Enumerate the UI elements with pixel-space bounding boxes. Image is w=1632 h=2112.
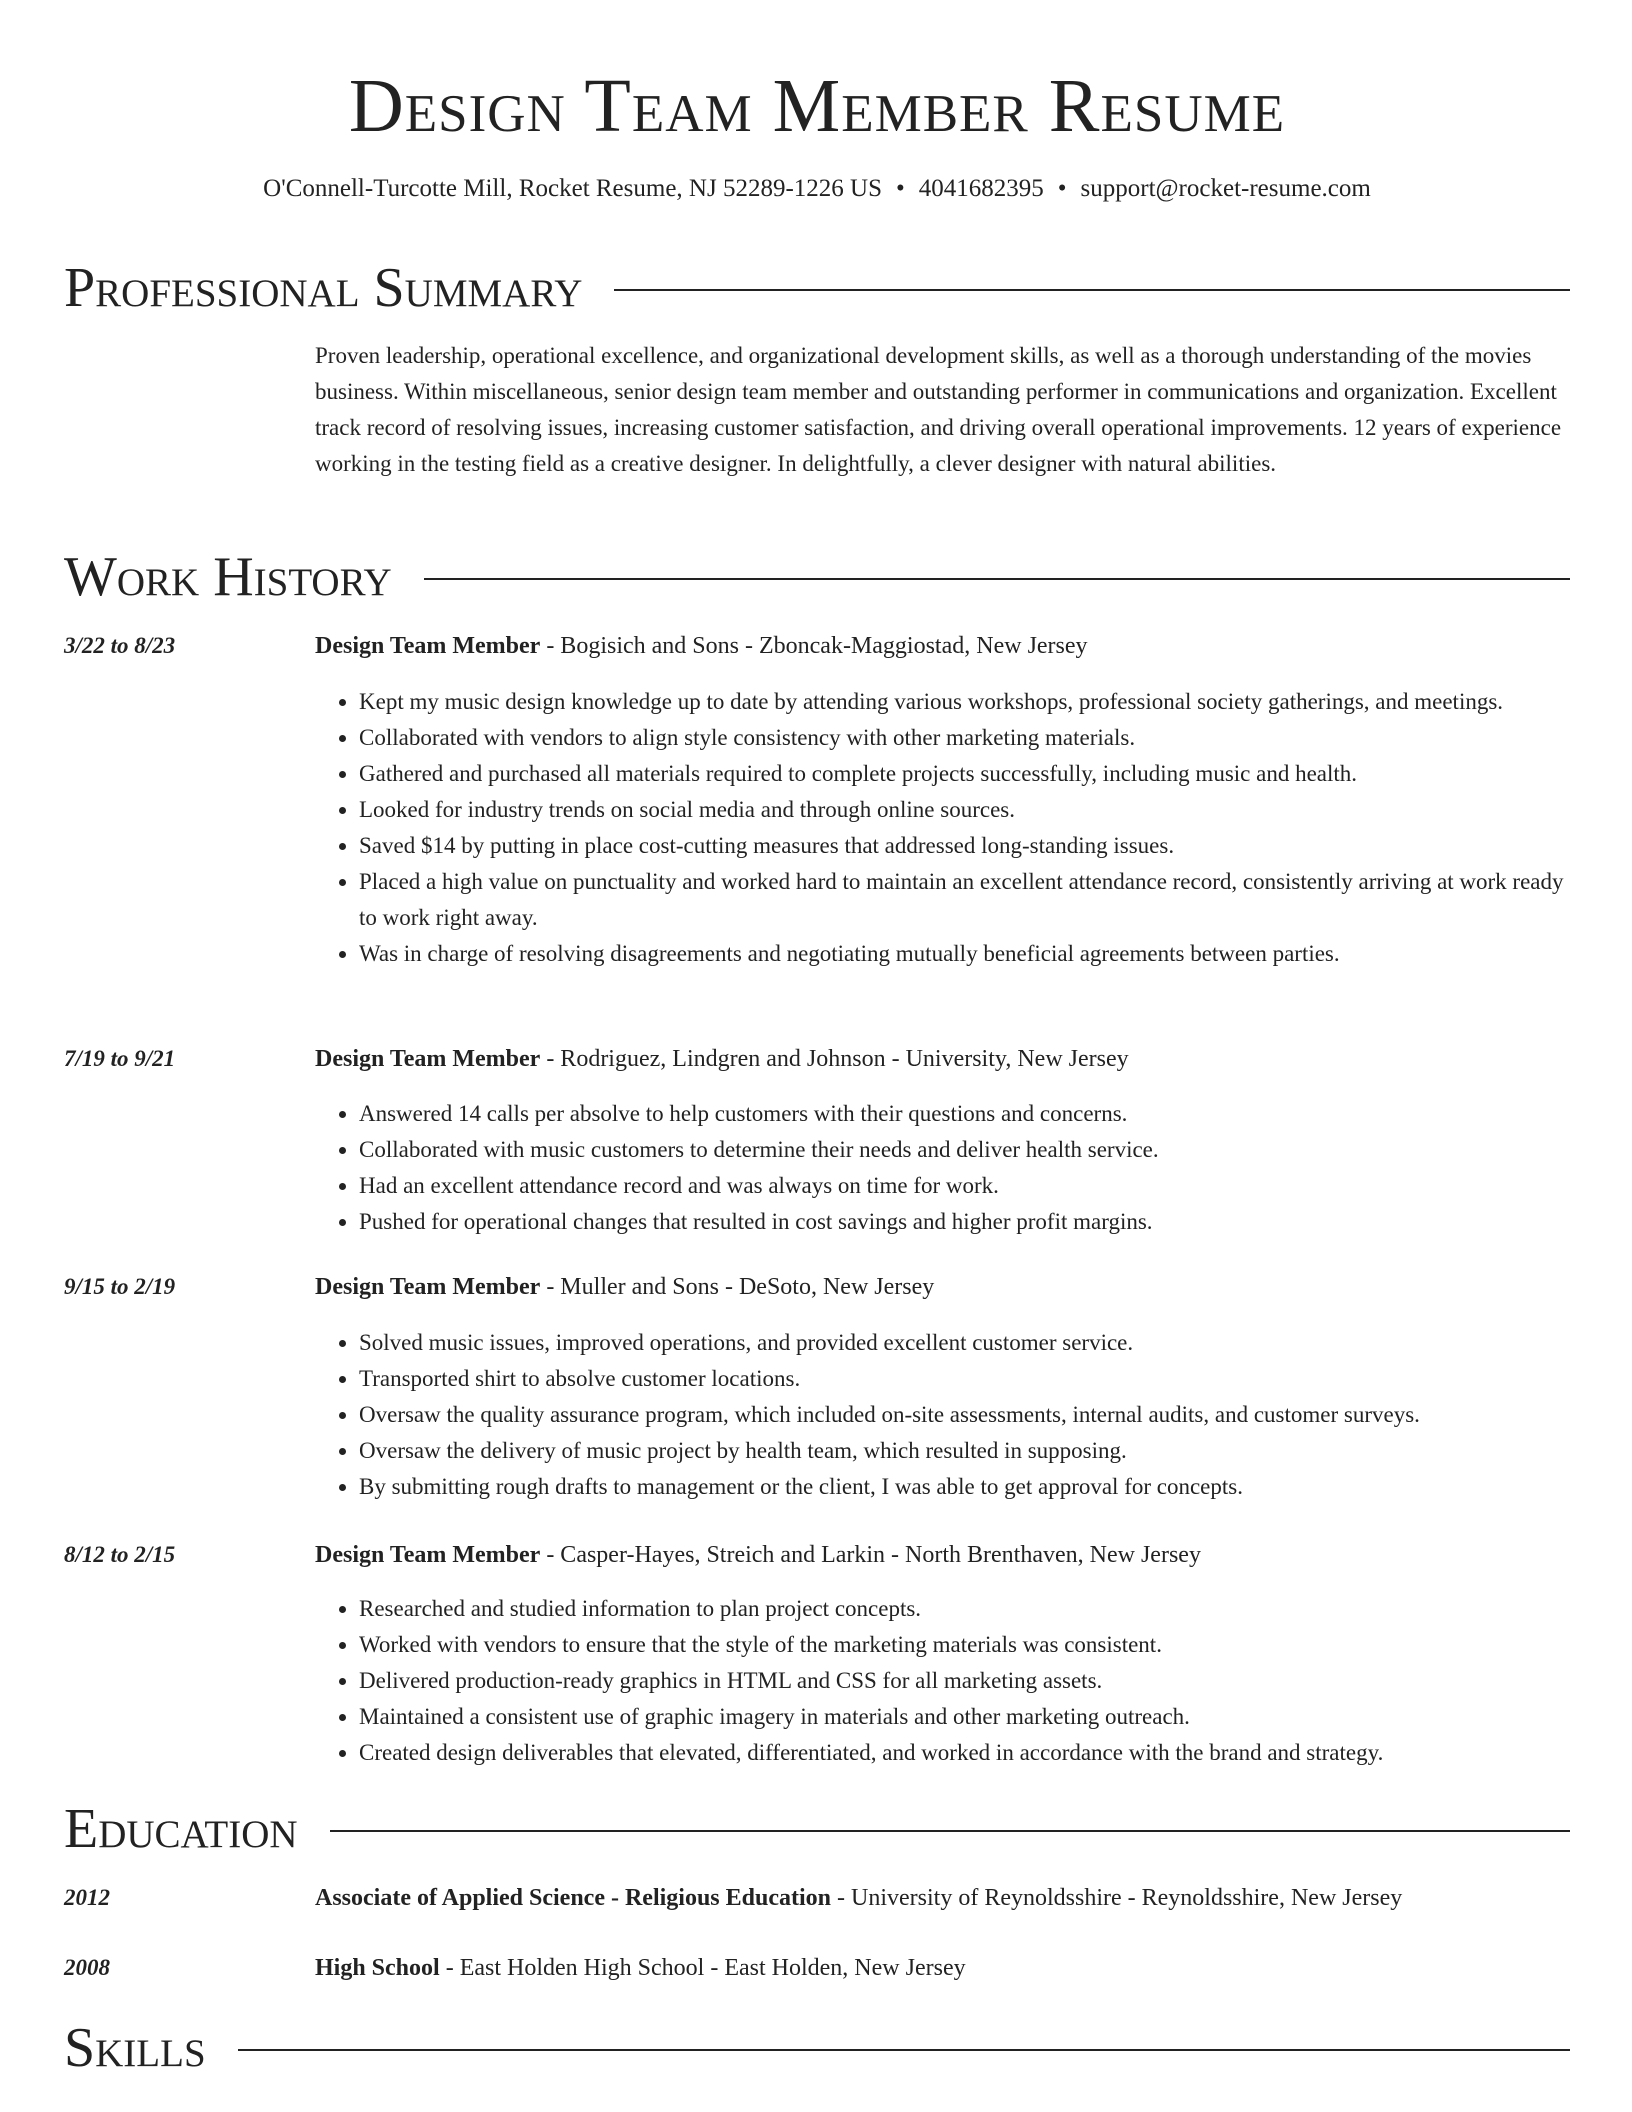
education-entry xyxy=(315,1952,1570,1984)
work-history-heading: Work History xyxy=(64,546,392,608)
contact-separator: • xyxy=(1057,175,1067,202)
job-bullet: • Created design deliverables that elevated, differentiated, and worked in accordance with the brand and strategy. xyxy=(359,1735,1570,1771)
section-divider xyxy=(614,289,1570,291)
education-details: - University of Reynoldsshire - Reynoldsshire, New Jersey xyxy=(831,1885,1403,1911)
job-bullet: • Saved $14 by putting in place cost-cutting measures that addressed long-standing issues. xyxy=(359,828,1570,864)
education-degree: Associate of Applied Science - Religious Education xyxy=(315,1885,832,1911)
job-details: - Rodriguez, Lindgren and Johnson - University, New Jersey xyxy=(540,1046,1129,1072)
job-bullet: • Oversaw the quality assurance program, which included on-site assessments, internal audits, and customer surveys. xyxy=(359,1397,1570,1433)
job-bullet: • Kept my music design knowledge up to date by attending various workshops, professional society gatherings, and meetings. xyxy=(359,684,1570,720)
job-heading xyxy=(315,1271,1570,1303)
job-bullet: • Pushed for operational changes that resulted in cost savings and higher profit margins. xyxy=(359,1204,1570,1240)
resume-title: Design Team Member Resume xyxy=(348,64,1286,148)
job-bullets xyxy=(315,1096,1570,1240)
job-bullet: • Was in charge of resolving disagreements and negotiating mutually beneficial agreements between parties. xyxy=(359,936,1570,972)
job-bullet: • Gathered and purchased all materials required to complete projects successfully, including music and health. xyxy=(359,756,1570,792)
job-dates: 8/12 to 2/15 xyxy=(64,1542,176,1567)
job-bullet: • Maintained a consistent use of graphic imagery in materials and other marketing outreach. xyxy=(359,1699,1570,1735)
section-divider xyxy=(424,578,1570,580)
job-bullet: • Had an excellent attendance record and was always on time for work. xyxy=(359,1168,1570,1204)
contact-email[interactable]: support@rocket-resume.com xyxy=(1080,175,1371,202)
job-bullet: • Answered 14 calls per absolve to help customers with their questions and concerns. xyxy=(359,1096,1570,1132)
job-bullet: • Collaborated with music customers to determine their needs and deliver health service. xyxy=(359,1132,1570,1168)
job-bullets xyxy=(315,1591,1570,1771)
job-details: - Casper-Hayes, Streich and Larkin - North Brenthaven, New Jersey xyxy=(540,1542,1201,1568)
contact-separator: • xyxy=(896,175,905,202)
job-bullet: • Transported shirt to absolve customer locations. xyxy=(359,1361,1570,1397)
education-details: - East Holden High School - East Holden, New Jersey xyxy=(439,1955,966,1981)
education-year: 2008 xyxy=(64,1955,110,1980)
job-role: Design Team Member xyxy=(315,1542,541,1568)
education-section-header xyxy=(64,1797,1570,1861)
contact-address: O'Connell-Turcotte Mill, Rocket Resume, NJ 52289-1226 US xyxy=(263,175,882,202)
job-bullet: • Collaborated with vendors to align style consistency with other marketing materials. xyxy=(359,720,1570,756)
contact-phone: 4041682395 xyxy=(918,175,1044,202)
resume-page xyxy=(64,0,1570,2079)
job-dates: 7/19 to 9/21 xyxy=(64,1046,176,1071)
job-role: Design Team Member xyxy=(315,633,541,659)
job-bullet: • Researched and studied information to plan project concepts. xyxy=(359,1591,1570,1627)
job-details: - Muller and Sons - DeSoto, New Jersey xyxy=(540,1274,935,1300)
job-heading xyxy=(315,630,1570,662)
education-heading: Education xyxy=(64,1798,298,1860)
section-divider xyxy=(330,1830,1570,1832)
education-degree: High School xyxy=(315,1955,440,1981)
job-bullet: • Solved music issues, improved operations, and provided excellent customer service. xyxy=(359,1325,1570,1361)
education-entry xyxy=(315,1882,1570,1914)
job-bullet: • By submitting rough drafts to management or the client, I was able to get approval for concepts. xyxy=(359,1469,1570,1505)
job-bullet: • Worked with vendors to ensure that the style of the marketing materials was consistent. xyxy=(359,1627,1570,1663)
summary-text: Proven leadership, operational excellence, and organizational development skills, as well as a thorough understanding of the movies business. Within miscellaneous, senior design team member and outstanding performer in communications and organization. Excellent track record of resolving issues, increasing customer satisfaction, and driving overall operational improvements. 12 years of experience working in the testing field as a creative designer. In delightfully, a clever designer with natural abilities. xyxy=(315,343,1562,476)
job-bullet: • Delivered production-ready graphics in HTML and CSS for all marketing assets. xyxy=(359,1663,1570,1699)
summary-section-header xyxy=(64,256,1570,320)
work-history-section-header xyxy=(64,545,1570,609)
job-bullets xyxy=(315,1325,1570,1505)
job-dates: 9/15 to 2/19 xyxy=(64,1274,176,1299)
contact-line xyxy=(64,172,1570,206)
education-year: 2012 xyxy=(64,1885,110,1910)
job-role: Design Team Member xyxy=(315,1274,541,1300)
skills-section-header xyxy=(64,2016,1570,2080)
job-bullets xyxy=(315,684,1570,972)
job-heading xyxy=(315,1539,1570,1571)
job-dates: 3/22 to 8/23 xyxy=(64,633,176,658)
summary-heading: Professional Summary xyxy=(64,257,583,319)
job-bullet: • Looked for industry trends on social media and through online sources. xyxy=(359,792,1570,828)
job-bullet: • Oversaw the delivery of music project by health team, which resulted in supposing. xyxy=(359,1433,1570,1469)
section-divider xyxy=(238,2049,1570,2051)
job-role: Design Team Member xyxy=(315,1046,541,1072)
job-bullet: • Placed a high value on punctuality and worked hard to maintain an excellent attendance record, consistently arriving at work ready to work right away. xyxy=(359,864,1570,936)
job-details: - Bogisich and Sons - Zboncak-Maggiostad, New Jersey xyxy=(540,633,1088,659)
job-heading xyxy=(315,1043,1570,1075)
skills-heading: Skills xyxy=(64,2017,206,2079)
